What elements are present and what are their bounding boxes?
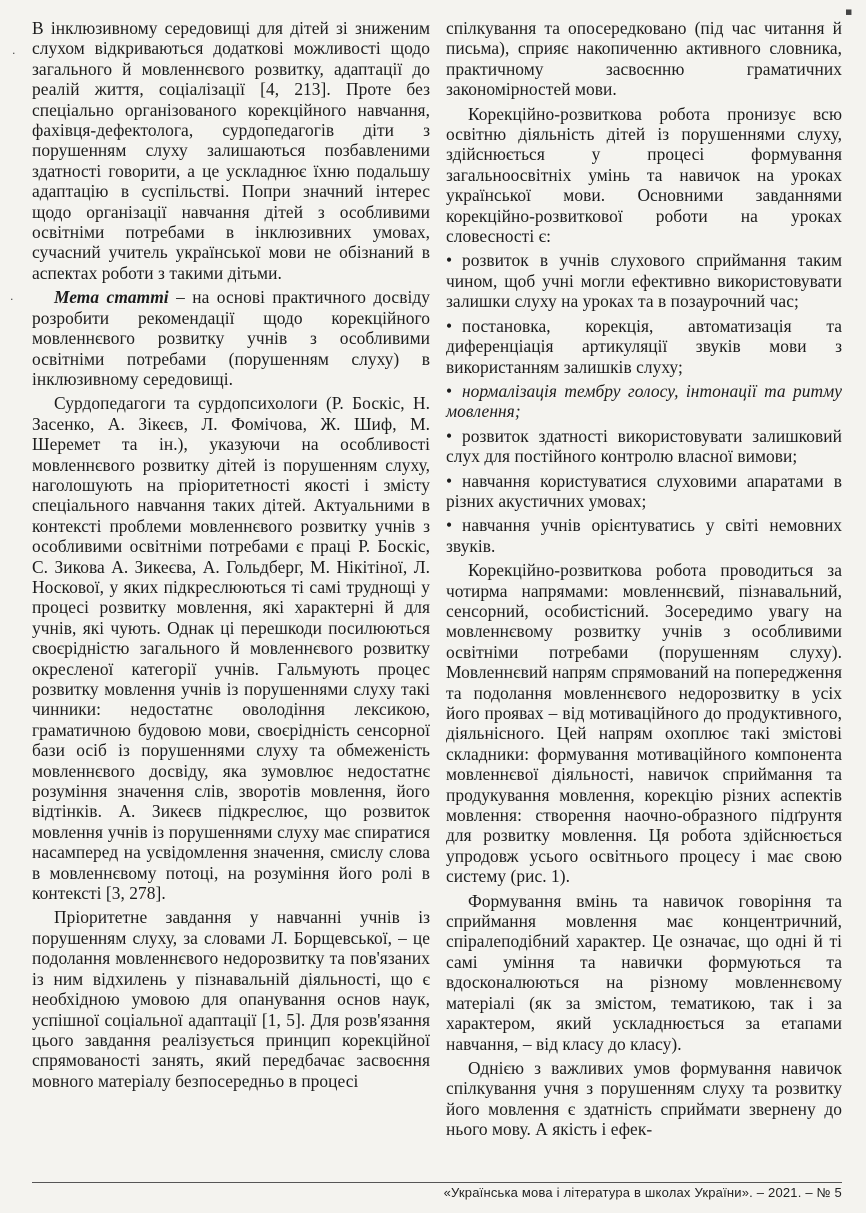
bullet-icon: •: [446, 425, 453, 446]
scan-speck-icon: ·: [10, 293, 14, 306]
list-item: • розвиток здатності використовувати залишковий слух для постійного контролю власної вимови;: [446, 425, 842, 467]
bullet-icon: •: [446, 380, 453, 401]
bullet-icon: •: [446, 315, 453, 336]
scan-speck-icon: ·: [12, 47, 16, 60]
paragraph: Однією з важливих умов формування навичок спілкування учня з порушенням слуху та розвитку його мовлення є здатність сприймати звернену до нього мову. А якість і ефек-: [446, 1057, 842, 1140]
bullet-icon: •: [446, 470, 453, 491]
journal-footer: «Українська мова і література в школах України». – 2021. – № 5: [443, 1185, 842, 1200]
paragraph: спілкування та опосередковано (під час читання й письма), сприяє накопиченню активного словника, практичному засвоєнню граматичних закономірностей мови.: [446, 18, 842, 100]
paragraph: Корекційно-розвиткова робота проводиться за чотирма напрямами: мовленнєвий, пізнавальний, сенсорний, особистісний. Зосередимо увагу на мовленнєвому розвитку учнів з особливими освітніми потребами (порушенням слуху). Мовленнєвий напрям спрямований на попередження та подолання мовленнєвого недорозвитку в усіх його проявах – від мотиваційного до продуктивного, діяльнісного. Цей напрям охоплює такі змістові складники: формування мотиваційного компонента мовленнєвої діяльності, навичок сприймання та продукування мовлення, корекцію різних аспектів мовлення: створення наочно-образного підґрунтя для розвитку мовлення. Ця робота здійснюється упродовж усього освітнього процесу і має свою систему (рис. 1).: [446, 560, 842, 887]
scan-speck-icon: ▪: [845, 5, 853, 18]
list-item: • розвиток в учнів слухового сприймання таким чином, щоб учні могли ефективно використовувати залишки слуху на уроках та в позаурочний час;: [446, 250, 842, 312]
paragraph: Сурдопедагоги та сурдопсихологи (Р. Боскіс, Н. Засенко, А. Зікеєв, Л. Фомічова, Ж. Шиф, М. Шеремет та ін.), указуючи на особливості мовленнєвого розвитку дітей із порушенням слуху, наголошують на пріоритетності якості і змісту спеціального навчання таких дітей. Актуальними в контексті проблеми мовленнєвого розвитку учнів з особливими освітніми потребами є праці Р. Боскіс, С. Зикова А. Зикеєва, А. Гольдберг, М. Нікітіної, Л. Носкової, у яких підкреслюються ті самі труднощі у процесі розвитку мовлення, які характерні й для учнів, які чують. Однак ці перешкоди посилюються своєрідністю загального й мовленнєвого розвитку окресленої категорії учнів. Гальмують процес розвитку мовлення учнів із порушеннями слуху такі чинники: недостатнє оволодіння лексикою, граматичною будовою мови, своєрідність сенсорної бази осіб із порушеннями слуху та обмеженість мовленнєвого досвіду, яка зумовлює недостатнє розуміння значення слів, зворотів мовлення, його відтінків. А. Зикеєв підкреслює, що розвиток мовлення учнів із порушеннями слуху має спиратися насамперед на усвідомлення значення, смислу слова в мовленнєвому потоці, на розуміння його ролі в контексті [3, 278].: [32, 393, 430, 904]
right-column: [446, 18, 842, 1140]
bullet-icon: •: [446, 515, 453, 536]
list-item: • постановка, корекція, автоматизація та диференціація артикуляції звуків мови з використанням залишків слуху;: [446, 315, 842, 377]
list-item: • навчання користуватися слуховими апаратами в різних акустичних умовах;: [446, 470, 842, 511]
bullet-icon: •: [446, 250, 453, 271]
aim-text: – на основі практичного досвіду розробити рекомендації щодо корекційного мовленнєвого розвитку учнів з особливими освітніми потребами (порушенням слуху) в інклюзивному середовищі.: [32, 287, 430, 389]
list-item: • нормалізація тембру голосу, інтонації та ритму мовлення;: [446, 380, 842, 422]
left-column: [32, 18, 430, 1091]
list-item: • навчання учнів орієнтуватись у світі немовних звуків.: [446, 515, 842, 556]
footer-rule: [32, 1182, 842, 1183]
aim-lead: Мета статті: [54, 287, 169, 308]
paragraph: Формування вмінь та навичок говоріння та сприймання мовлення має концентричний, спіралеподібний характер. Це означає, що одні й ті самі уміння та навички формуються та вдосконалюються на різному мовленнєвому матеріалі (як за змістом, тематикою, так і за характером, який ускладнюється за етапами навчання, – від класу до класу).: [446, 890, 842, 1054]
paragraph: Пріоритетне завдання у навчанні учнів із порушенням слуху, за словами Л. Борщевської, – це подолання мовленнєвого недорозвитку та пов'язаних із ним відхилень у пізнавальній діяльності, що є необхідною умовою для опанування основ наук, успішної соціальної адаптації [1, 5]. Для розв'язання цього завдання реалізується принцип корекційної спрямованості занять, який передбачає засвоєння мовного матеріалу безпосередньо в процесі: [32, 907, 430, 1091]
paragraph-aim: [32, 287, 430, 389]
paragraph: Корекційно-розвиткова робота пронизує всю освітню діяльність дітей із порушеннями слуху, здійснюється у процесі формування загальноосвітніх умінь та навичок на уроках української мови. Основними завданнями корекційно-розвиткової роботи на уроках словесності є:: [446, 103, 842, 247]
paragraph: В інклюзивному середовищі для дітей зі зниженим слухом відкриваються додаткові можливості щодо загального й мовленнєвого розвитку, адаптації до реалій життя, соціалізації [4, 213]. Проте без спеціально організованого корекційного навчання, фахівця-дефектолога, сурдопедагогів діти з порушенням слуху залишаються позбавленими здатності говорити, а це ускладнює їхню подальшу адаптацію в суспільстві. Попри значний інтерес щодо організації навчання дітей з особливими освітніми потребами в інклюзивних умовах, сучасний учитель української мови не обізнаний в аспектах роботи з такими дітьми.: [32, 18, 430, 283]
